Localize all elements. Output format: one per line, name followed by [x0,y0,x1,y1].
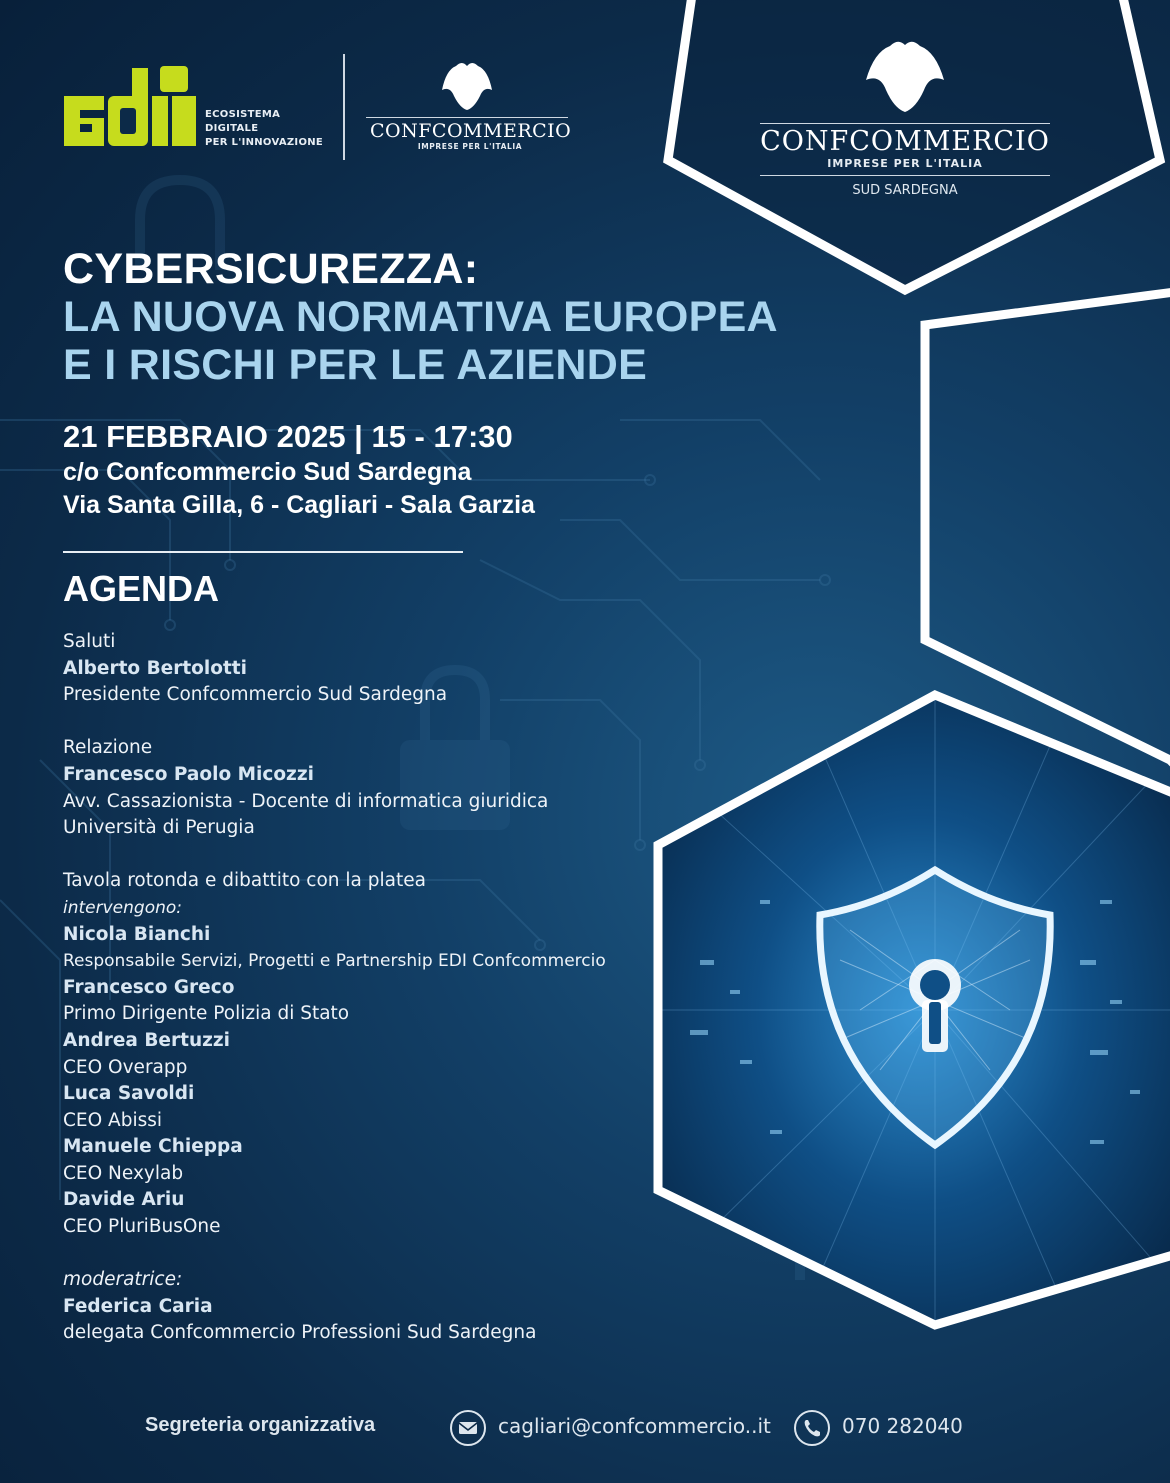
speaker-role: CEO Abissi [63,1109,163,1131]
title-line-3: E I RISCHI PER LE AZIENDE [63,341,648,389]
event-venue: c/o Confcommercio Sud Sardegna [63,458,472,486]
relazione-role-1: Avv. Cassazionista - Docente di informatica giuridica [63,790,549,812]
title-line-1: CYBERSICUREZZA: [63,245,479,293]
confcommercio-big-tagline: IMPRESE PER L'ITALIA [827,157,983,170]
speaker-name: Luca Savoldi [63,1083,195,1105]
relazione-name: Francesco Paolo Micozzi [63,763,314,785]
event-info [63,418,535,522]
title-line-2: LA NUOVA NORMATIVA EUROPEA [63,293,778,341]
logo-divider [343,54,345,160]
moderatrice-role: delegata Confcommercio Professioni Sud Sardegna [63,1322,537,1344]
confcommercio-small-rule [366,117,568,118]
shield-image [650,690,1170,1330]
speaker-role: CEO Overapp [63,1056,188,1078]
moderatrice-label: moderatrice: [63,1269,183,1291]
speaker-role: CEO PluriBusOne [63,1216,221,1238]
speaker-name: Francesco Greco [63,976,235,998]
confcommercio-big-name: CONFCOMMERCIO [760,126,1050,157]
contact-email[interactable]: cagliari@confcommercio..it [498,1414,771,1438]
confcommercio-small-tagline: IMPRESE PER L'ITALIA [417,142,523,151]
event-address: Via Santa Gilla, 6 - Cagliari - Sala Garzia [63,491,535,519]
saluti-name: Alberto Bertolotti [63,657,247,679]
section-divider [63,551,463,553]
intervengono-label: intervengono: [63,897,182,918]
speaker-role: Primo Dirigente Polizia di Stato [63,1003,350,1025]
saluti-label: Saluti [63,631,116,652]
speaker-name: Davide Ariu [63,1189,185,1211]
page-title [63,245,778,389]
saluti-role: Presidente Confcommercio Sud Sardegna [63,684,448,706]
speaker-role: CEO Nexylab [63,1162,184,1184]
confcommercio-small-name: CONFCOMMERCIO [370,120,572,142]
confcommercio-big-region: SUD SARDEGNA [852,183,958,198]
confcommercio-big-rule-bottom [760,175,1050,176]
agenda-list [63,629,663,1347]
speaker-name: Nicola Bianchi [63,923,211,945]
phone-icon [793,1409,831,1447]
speaker-name: Andrea Bertuzzi [63,1029,230,1051]
edi-logo-text: ECOSISTEMA DIGITALE PER L'INNOVAZIONE [205,109,324,148]
confcommercio-big-rule-top [760,123,1050,124]
speaker-role: Responsabile Servizi, Progetti e Partnership EDI Confcommercio [63,951,606,972]
relazione-label: Relazione [63,737,153,759]
mail-icon [449,1409,487,1447]
eagle-icon-small [442,63,492,110]
event-datetime: 21 FEBBRAIO 2025 | 15 - 17:30 [63,419,513,454]
moderatrice-name: Federica Caria [63,1295,213,1317]
footer-label: Segreteria organizzativa [145,1414,376,1436]
agenda-heading: AGENDA [63,568,220,609]
speaker-name: Manuele Chieppa [63,1136,243,1158]
tavola-label: Tavola rotonda e dibattito con la platea [63,870,426,892]
relazione-role-2: Università di Perugia [63,817,255,839]
contact-phone[interactable]: 070 282040 [842,1414,963,1438]
